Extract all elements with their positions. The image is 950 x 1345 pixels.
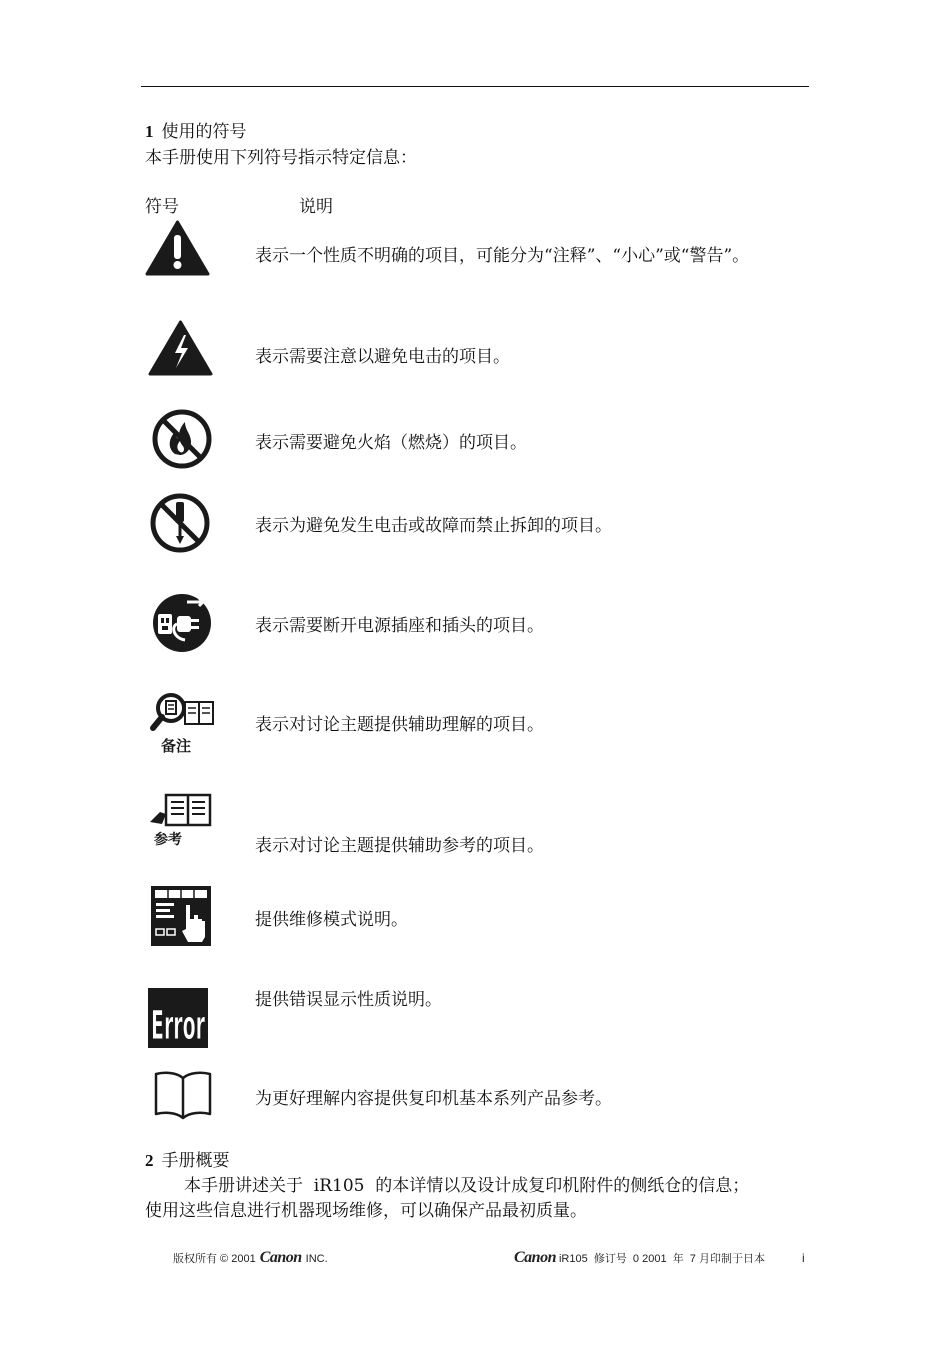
footer-revision (514, 1249, 765, 1267)
symbol-description: 表示需要断开电源插座和插头的项目。 (255, 616, 544, 636)
canon-logo: Canon (514, 1249, 556, 1266)
page-number: i (802, 1251, 805, 1265)
electric-shock-icon (148, 320, 213, 376)
no-disassembly-icon (149, 492, 211, 554)
symbol-description: 表示一个性质不明确的项目，可能分为“注释”、“小心”或“警告”。 (255, 246, 750, 266)
symbol-description: 表示为避免发生电击或故障而禁止拆卸的项目。 (255, 516, 612, 536)
footer-revision-text: iR105 修订号 0 2001 年 7 月印制于日本 (558, 1253, 765, 1265)
canon-logo: Canon (259, 1249, 302, 1266)
section-1-heading: 1 使用的符号 (145, 122, 247, 142)
symbol-description: 提供维修模式说明。 (255, 910, 408, 930)
reference-icon (146, 792, 214, 848)
section-2-heading: 2 手册概要 (145, 1151, 230, 1171)
unplug-icon (151, 592, 213, 654)
open-book-icon (152, 1068, 214, 1120)
symbol-description: 为更好理解内容提供复印机基本系列产品参考。 (255, 1089, 612, 1109)
symbol-description: 提供错误显示性质说明。 (255, 990, 442, 1010)
symbol-description: 表示对讨论主题提供辅助理解的项目。 (255, 715, 544, 735)
symbol-description: 表示需要避免火焰（燃烧）的项目。 (255, 433, 527, 453)
column-header-symbol: 符号 (145, 197, 179, 217)
error-icon (147, 987, 209, 1049)
warning-triangle-icon (145, 220, 210, 276)
section-2-line-1: 本手册讲述关于 iR105 的本详情以及设计成复印机附件的侧纸仓的信息； (184, 1176, 750, 1196)
memo-icon (149, 688, 217, 756)
error-icon-label: Error (151, 1003, 206, 1049)
symbol-description: 表示需要注意以避免电击的项目。 (255, 347, 510, 367)
no-flame-icon (151, 408, 213, 470)
section-2-line-2: 使用这些信息进行机器现场维修，可以确保产品最初质量。 (145, 1201, 587, 1221)
column-header-description: 说明 (299, 197, 333, 217)
header-rule (141, 86, 809, 87)
service-mode-icon (150, 885, 212, 947)
footer-copyright-suffix: INC. (305, 1253, 328, 1265)
section-1-intro: 本手册使用下列符号指示特定信息： (145, 148, 417, 168)
footer-copyright-prefix: 版权所有 © 2001 (173, 1253, 256, 1265)
memo-icon-label: 备注 (161, 737, 192, 755)
footer-copyright (173, 1249, 328, 1267)
symbol-description: 表示对讨论主题提供辅助参考的项目。 (255, 836, 544, 856)
reference-icon-label: 参考 (154, 832, 182, 848)
